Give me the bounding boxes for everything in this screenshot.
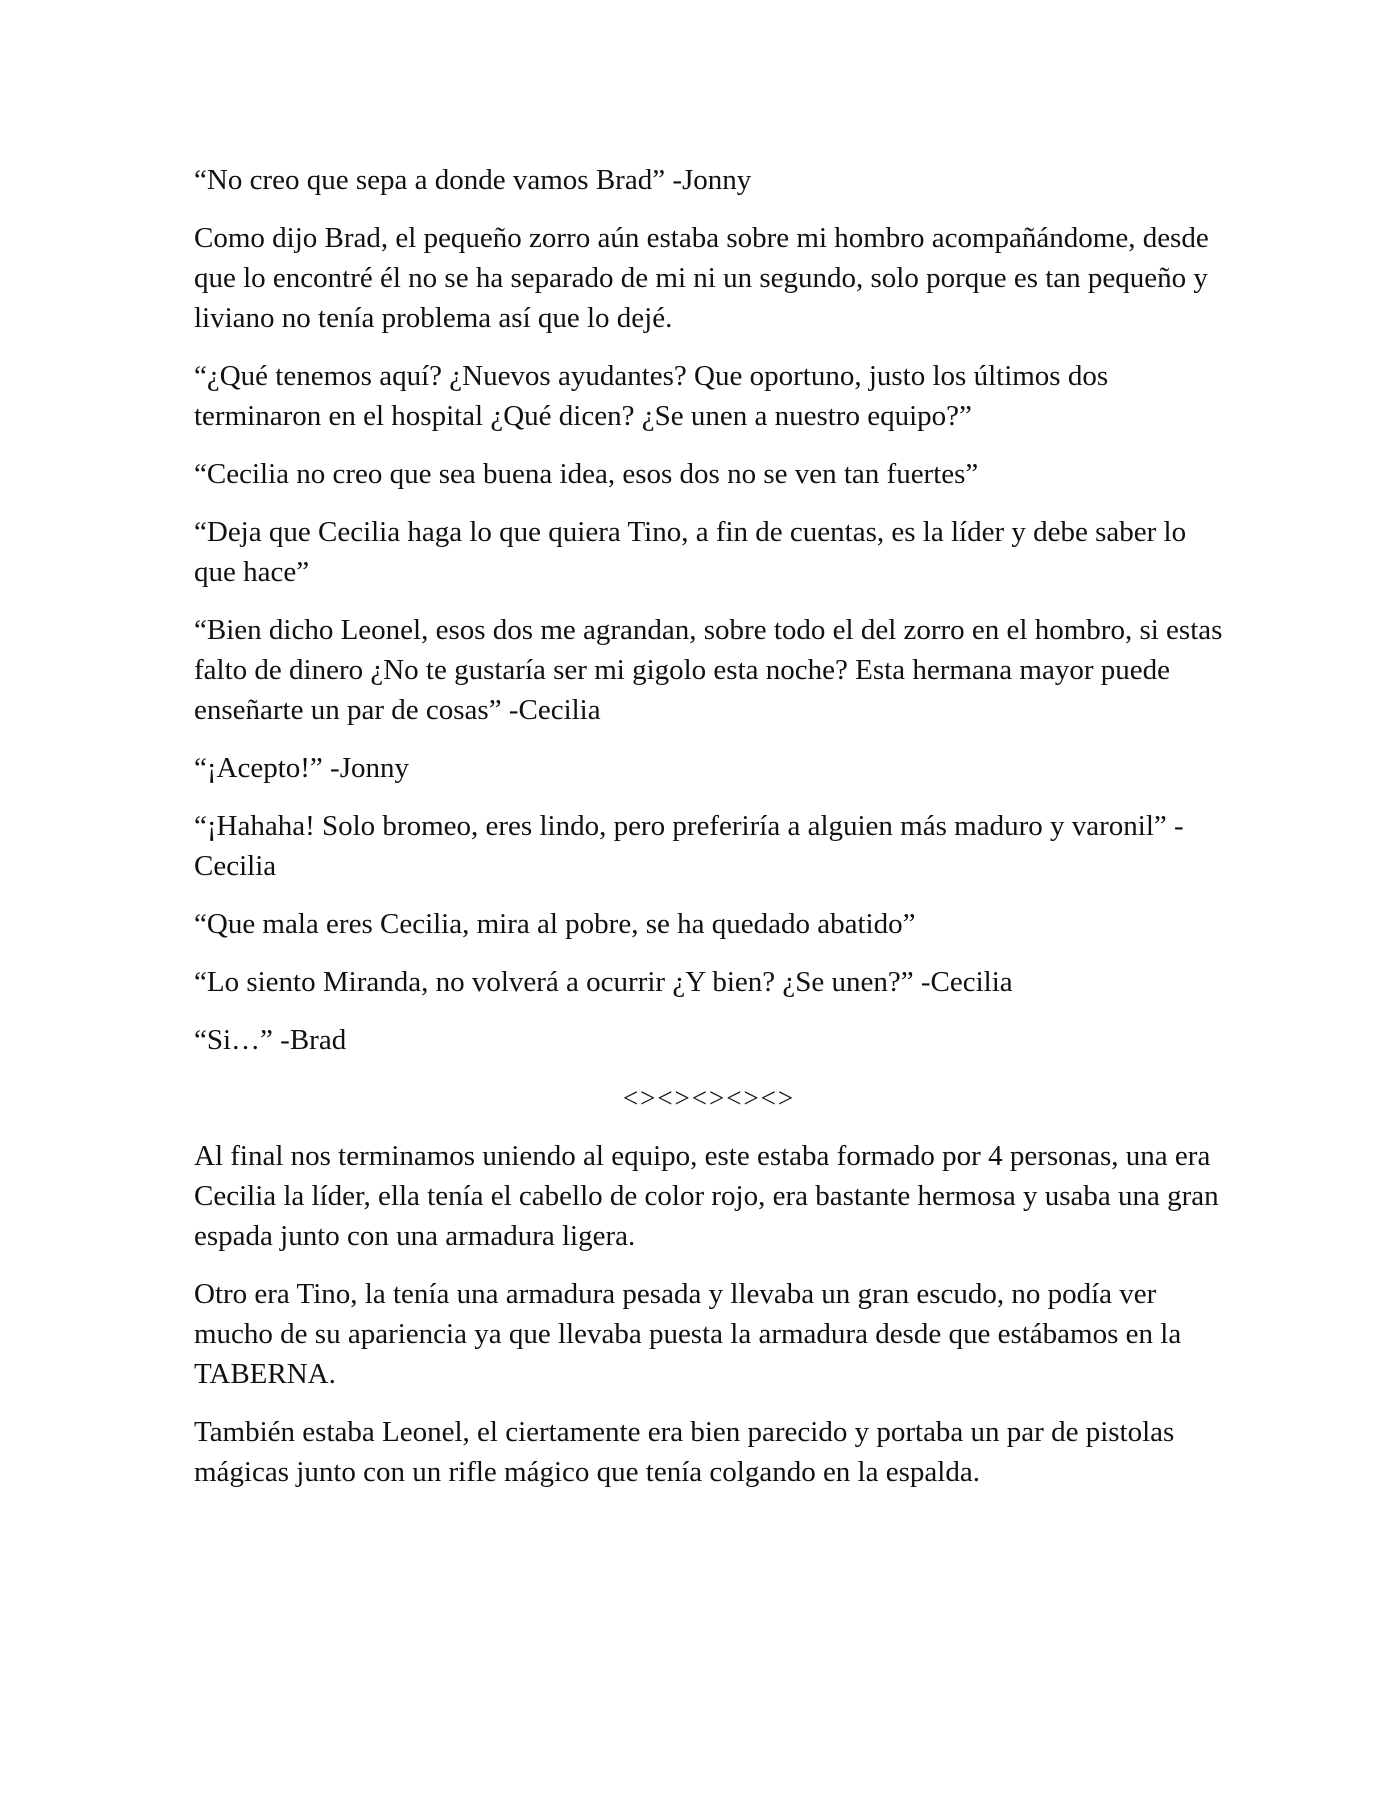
scene-separator: <><><><><> [622,1083,796,1113]
paragraph: También estaba Leonel, el ciertamente era bien parecido y portaba un par de pistolas mágicas junto con un rifle mágico que tenía colgando en la espalda. [194,1416,1175,1488]
paragraph: Otro era Tino, la tenía una armadura pesada y llevaba un gran escudo, no podía ver mucho de su apariencia ya que llevaba puesta la armadura desde que estábamos en la TABERNA. [194,1278,1182,1390]
paragraph: “Que mala eres Cecilia, mira al pobre, se ha quedado abatido” [194,908,916,940]
document-body [194,160,1224,1510]
paragraph: “Bien dicho Leonel, esos dos me agrandan, sobre todo el del zorro en el hombro, si estas falto de dinero ¿No te gustaría ser mi gigolo esta noche? Esta hermana mayor puede enseñarte un par de cosas” -Cecilia [194,614,1223,726]
paragraph: “Cecilia no creo que sea buena idea, esos dos no se ven tan fuertes” [194,458,979,490]
paragraph: “Si…” -Brad [194,1024,347,1056]
paragraph: “¿Qué tenemos aquí? ¿Nuevos ayudantes? Que oportuno, justo los últimos dos terminaron en el hospital ¿Qué dicen? ¿Se unen a nuestro equipo?” [194,360,1109,432]
paragraph: “¡Hahaha! Solo bromeo, eres lindo, pero preferiría a alguien más maduro y varonil” -Cecilia [194,810,1184,882]
paragraph: “¡Acepto!” -Jonny [194,752,409,784]
paragraph: Como dijo Brad, el pequeño zorro aún estaba sobre mi hombro acompañándome, desde que lo encontré él no se ha separado de mi ni un segundo, solo porque es tan pequeño y liviano no tenía problema así que lo dejé. [194,222,1209,334]
paragraph: “Deja que Cecilia haga lo que quiera Tino, a fin de cuentas, es la líder y debe saber lo que hace” [194,516,1187,588]
paragraph: Al final nos terminamos uniendo al equipo, este estaba formado por 4 personas, una era Cecilia la líder, ella tenía el cabello de color rojo, era bastante hermosa y usaba una gran espada junto con una armadura ligera. [194,1140,1219,1252]
paragraph: “Lo siento Miranda, no volverá a ocurrir ¿Y bien? ¿Se unen?” -Cecilia [194,966,1013,998]
paragraph: “No creo que sepa a donde vamos Brad” -Jonny [194,164,752,196]
